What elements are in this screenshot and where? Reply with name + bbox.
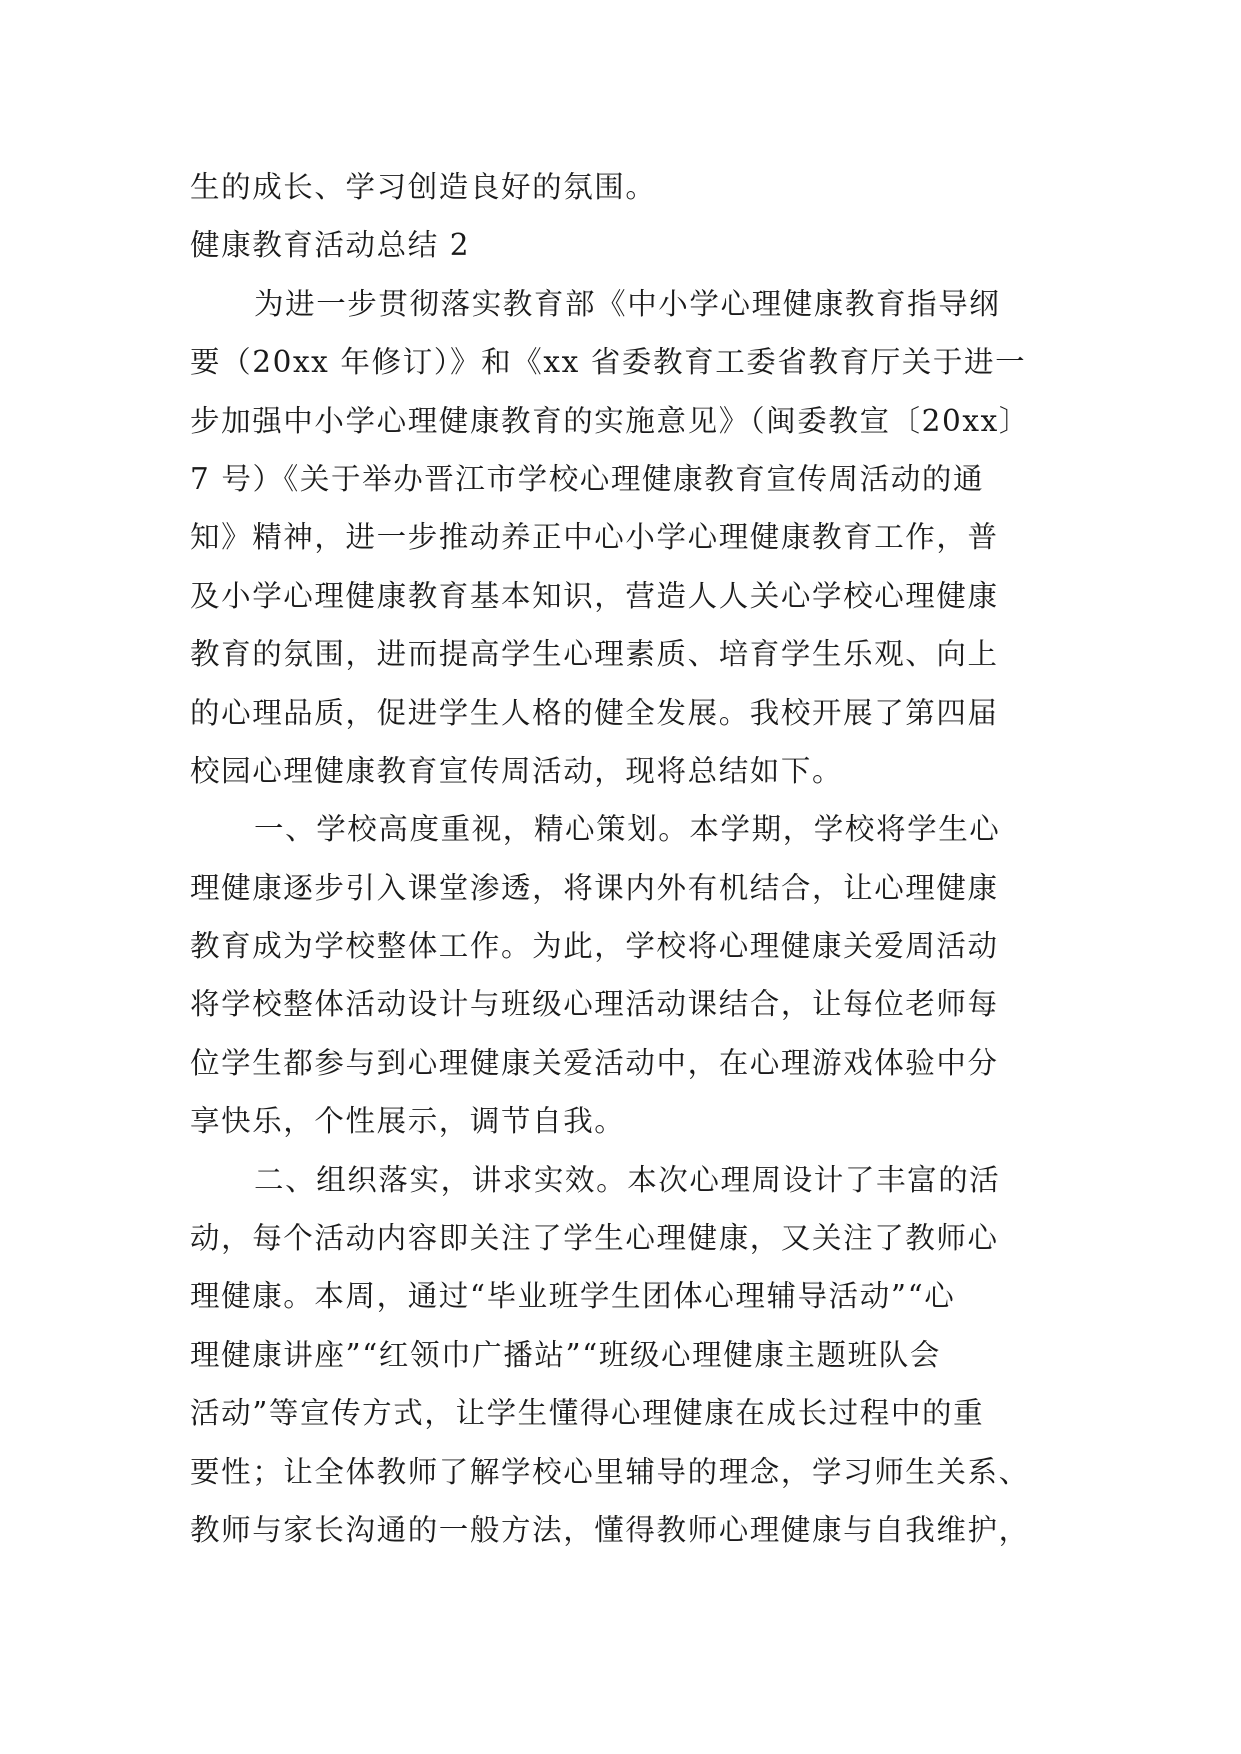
paragraph-line: 二、组织落实，讲求实效。本次心理周设计了丰富的活: [254, 1162, 1001, 1197]
paragraph-line: 教育的氛围，进而提高学生心理素质、培育学生乐观、向上: [190, 637, 999, 672]
paragraph-line: 一、学校高度重视，精心策划。本学期，学校将学生心: [254, 812, 1001, 847]
intro-line: 生的成长、学习创造良好的氛围。: [190, 170, 657, 204]
paragraph-line: 要性；让全体教师了解学校心里辅导的理念，学习师生关系、: [190, 1454, 1030, 1489]
paragraph-line: 7 号）《关于举办晋江市学校心理健康教育宣传周活动的通: [190, 461, 985, 496]
paragraph-2: [190, 800, 1050, 1150]
paragraph-line: 位学生都参与到心理健康关爱活动中，在心理游戏体验中分: [190, 1045, 999, 1080]
paragraph-line: 教师与家长沟通的一般方法，懂得教师心理健康与自我维护，: [190, 1512, 1030, 1547]
paragraph-line: 为进一步贯彻落实教育部《中小学心理健康教育指导纲: [254, 286, 1001, 321]
paragraph-line: 步加强中小学心理健康教育的实施意见》（闽委教宣〔20xx〕: [190, 403, 1030, 438]
paragraph-line: 及小学心理健康教育基本知识，营造人人关心学校心理健康: [190, 578, 999, 613]
paragraph-line: 享快乐，个性展示，调节自我。: [190, 1104, 626, 1139]
paragraph-line: 教育成为学校整体工作。为此，学校将心理健康关爱周活动: [190, 929, 999, 964]
paragraph-line: 要（20xx 年修订）》和《xx 省委教育工委省教育厅关于进一: [190, 345, 1027, 380]
document-body: [190, 158, 1050, 1559]
paragraph-1: [190, 275, 1050, 801]
paragraph-line: 活动”等宣传方式，让学生懂得心理健康在成长过程中的重: [190, 1396, 985, 1431]
paragraph-line: 动，每个活动内容即关注了学生心理健康，又关注了教师心: [190, 1221, 999, 1256]
paragraph-line: 校园心理健康教育宣传周活动，现将总结如下。: [190, 753, 844, 788]
section-heading: 健康教育活动总结 2: [190, 228, 471, 263]
paragraph-line: 将学校整体活动设计与班级心理活动课结合，让每位老师每: [190, 987, 999, 1022]
paragraph-3: [190, 1151, 1050, 1560]
paragraph-line: 理健康逐步引入课堂渗透，将课内外有机结合，让心理健康: [190, 870, 999, 905]
paragraph-line: 的心理品质，促进学生人格的健全发展。我校开展了第四届: [190, 695, 999, 730]
paragraph-line: 理健康。本周，通过“毕业班学生团体心理辅导活动”“心: [190, 1279, 956, 1314]
paragraph-line: 理健康讲座”“红领巾广播站”“班级心理健康主题班队会: [190, 1337, 941, 1372]
paragraph-line: 知》精神，进一步推动养正中心小学心理健康教育工作，普: [190, 520, 999, 555]
